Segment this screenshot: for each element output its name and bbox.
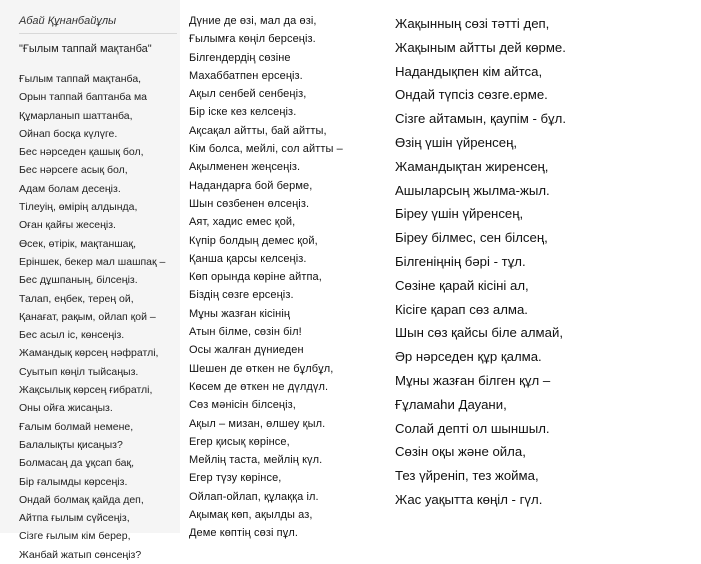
- poem-line: Еріншек, бекер мал шашпақ –: [19, 255, 166, 268]
- poem-lines-column-2: [189, 12, 343, 543]
- poem-lines-column-3: [395, 12, 566, 512]
- poem-lines-column-1: [19, 70, 165, 564]
- poem-line: Ақсақал айтты, бай айтты,: [189, 124, 327, 137]
- poem-line: Көсем де өткен не дүлдүл.: [189, 380, 329, 393]
- poem-line: Оған қайғы жесеңіз.: [19, 219, 116, 232]
- poem-line: Ғылым таппай мақтанба,: [19, 73, 142, 85]
- poem-line: Білгеніңнің бәрі - тұл.: [395, 253, 526, 269]
- poem-line: Ғылымға көңіл берсеңіз.: [189, 33, 316, 46]
- poem-line: Мейлің таста, мейлің күл.: [189, 454, 323, 467]
- author-name: Абай Құнанбайұлы: [19, 15, 117, 27]
- poem-line: Қанағат, рақым, ойлап қой –: [19, 310, 156, 323]
- poem-line: Жамандық көрсең нәфратлі,: [19, 347, 159, 360]
- poem-line: Шын сөз қайсы біле алмай,: [395, 325, 563, 341]
- poem-line: Суытып көңіл тыйсаңыз.: [19, 365, 139, 378]
- poem-line: Сөзіне қарай кісіні ал,: [395, 277, 529, 293]
- poem-line: Адам болам десеңіз.: [19, 182, 121, 195]
- poem-line: Жақынның сөзі тәтті деп,: [395, 16, 550, 31]
- poem-line: Дүние де өзі, мал да өзі,: [189, 15, 317, 27]
- poem-line: Надандықпен кім айтса,: [395, 63, 543, 79]
- poem-line: Ондай түпсіз сөзге.ерме.: [395, 87, 548, 103]
- poem-line: Сізге айтамын, қаупім - бұл.: [395, 111, 567, 127]
- poem-line: Оны ойға жисаңыз.: [19, 402, 113, 415]
- poem-line: Білгендердің сөзіне: [189, 51, 291, 64]
- poem-line: Жас уақытта көңіл - гүл.: [395, 491, 543, 507]
- poem-line: Бір іске кез келсеңіз.: [189, 106, 297, 119]
- poem-line: Егер қисық көрінсе,: [189, 435, 290, 448]
- poem-line: Талап, еңбек, терең ой,: [19, 292, 134, 305]
- poem-line: Ақылменен жеңсеңіз.: [189, 161, 301, 174]
- title-divider: [19, 33, 177, 34]
- poem-line: Бес асыл іс, көнсеңіз.: [19, 329, 125, 342]
- poem-line: Кісіге қарап сөз алма.: [395, 301, 528, 317]
- poem-line: Өсек, өтірік, мақтаншақ,: [19, 237, 137, 250]
- poem-line: Ашыларсың жылма-жыл.: [395, 182, 550, 198]
- poem-line: Шын сөзбенен өлсеңіз.: [189, 197, 310, 210]
- poem-line: Сізге ғылым кім берер,: [19, 530, 131, 543]
- poem-line: Бес нәрседен қашық бол,: [19, 146, 144, 159]
- poem-line: Ғалым болмай немене,: [19, 420, 134, 433]
- poem-line: Мұны жазған білген құл –: [395, 372, 551, 388]
- poem-line: Біздің сөзге ерсеңіз.: [189, 289, 294, 302]
- poem-line: Күпір болдың демес қой,: [189, 234, 318, 247]
- poem-column-3: [380, 0, 701, 533]
- poem-line: Жақыным айтты дей көрме.: [395, 39, 566, 55]
- poem-line: Өзің үшін үйренсең,: [395, 134, 518, 150]
- poem-line: Біреу білмес, сен білсең,: [395, 230, 548, 246]
- poem-line: Балалықты қисаңыз?: [19, 438, 123, 451]
- poem-title: "Ғылым таппай мақтанба": [19, 43, 152, 55]
- poem-column-1: [0, 0, 180, 561]
- poem-line: Ғұламаһи Дауани,: [395, 396, 507, 412]
- poem-line: Көп орында көріне айтпа,: [189, 271, 322, 284]
- poem-line: Шешен де өткен не бұлбұл,: [189, 362, 334, 375]
- poem-line: Орын таппай баптанба ма: [19, 91, 148, 104]
- poem-line: Жанбай жатып сөнсеңіз?: [19, 548, 142, 561]
- poem-line: Кім болса, мейлі, сол айтты –: [189, 143, 343, 156]
- poem-line: Құмарланып шаттанба,: [19, 109, 133, 122]
- poem-line: Осы жалған дүниеден: [189, 344, 304, 357]
- poem-line: Деме көптің сөзі пұл.: [189, 527, 298, 540]
- poem-line: Ақымақ көп, ақылды аз,: [189, 509, 313, 522]
- poem-line: Бес дұшпаның, білсеңіз.: [19, 274, 138, 287]
- poem-line: Ондай болмақ қайда деп,: [19, 493, 144, 506]
- poem-line: Жақсылық көрсең ғибратлі,: [19, 384, 153, 397]
- poem-line: Атын білме, сөзін біл!: [189, 326, 302, 339]
- poem-line: Ақыл сенбей сенбеңіз,: [189, 88, 307, 101]
- poem-line: Аят, хадис емес қой,: [189, 216, 296, 229]
- poem-line: Болмасаң да ұқсап бақ,: [19, 457, 135, 470]
- poem-line: Біреу үшін үйренсең,: [395, 206, 524, 222]
- poem-line: Тілеуің, өмірің алдында,: [19, 201, 138, 214]
- poem-line: Тез үйреніп, тез жойма,: [395, 468, 539, 484]
- poem-column-2: [181, 0, 361, 540]
- poem-line: Сөз мәнісін білсеңіз,: [189, 399, 296, 412]
- poem-line: Мұны жазған кісінің: [189, 307, 291, 320]
- poem-line: Надандарға бой берме,: [189, 179, 313, 192]
- poem-line: Әр нәрседен құр қалма.: [395, 349, 542, 365]
- poem-line: Ақыл – мизан, өлшеу қыл.: [189, 417, 326, 430]
- poem-line: Махаббатпен ерсеңіз.: [189, 69, 303, 82]
- poem-line: Ойлап-ойлап, құлаққа іл.: [189, 490, 319, 503]
- poem-line: Ойнап босқа күлүге.: [19, 127, 118, 140]
- poem-line: Айтпа ғылым сүйсеңіз,: [19, 512, 130, 525]
- poem-line: Бір ғалымды көрсеңіз.: [19, 475, 128, 488]
- poem-line: Жамандықтан жиренсең,: [395, 158, 549, 174]
- poem-line: Егер түзу көрінсе,: [189, 472, 282, 485]
- poem-line: Қанша қарсы келсеңіз.: [189, 252, 307, 265]
- poem-line: Солай депті ол шыншыл.: [395, 420, 550, 436]
- poem-line: Бес нәрсеге асық бол,: [19, 164, 128, 177]
- poem-line: Сөзін оқы және ойла,: [395, 444, 526, 460]
